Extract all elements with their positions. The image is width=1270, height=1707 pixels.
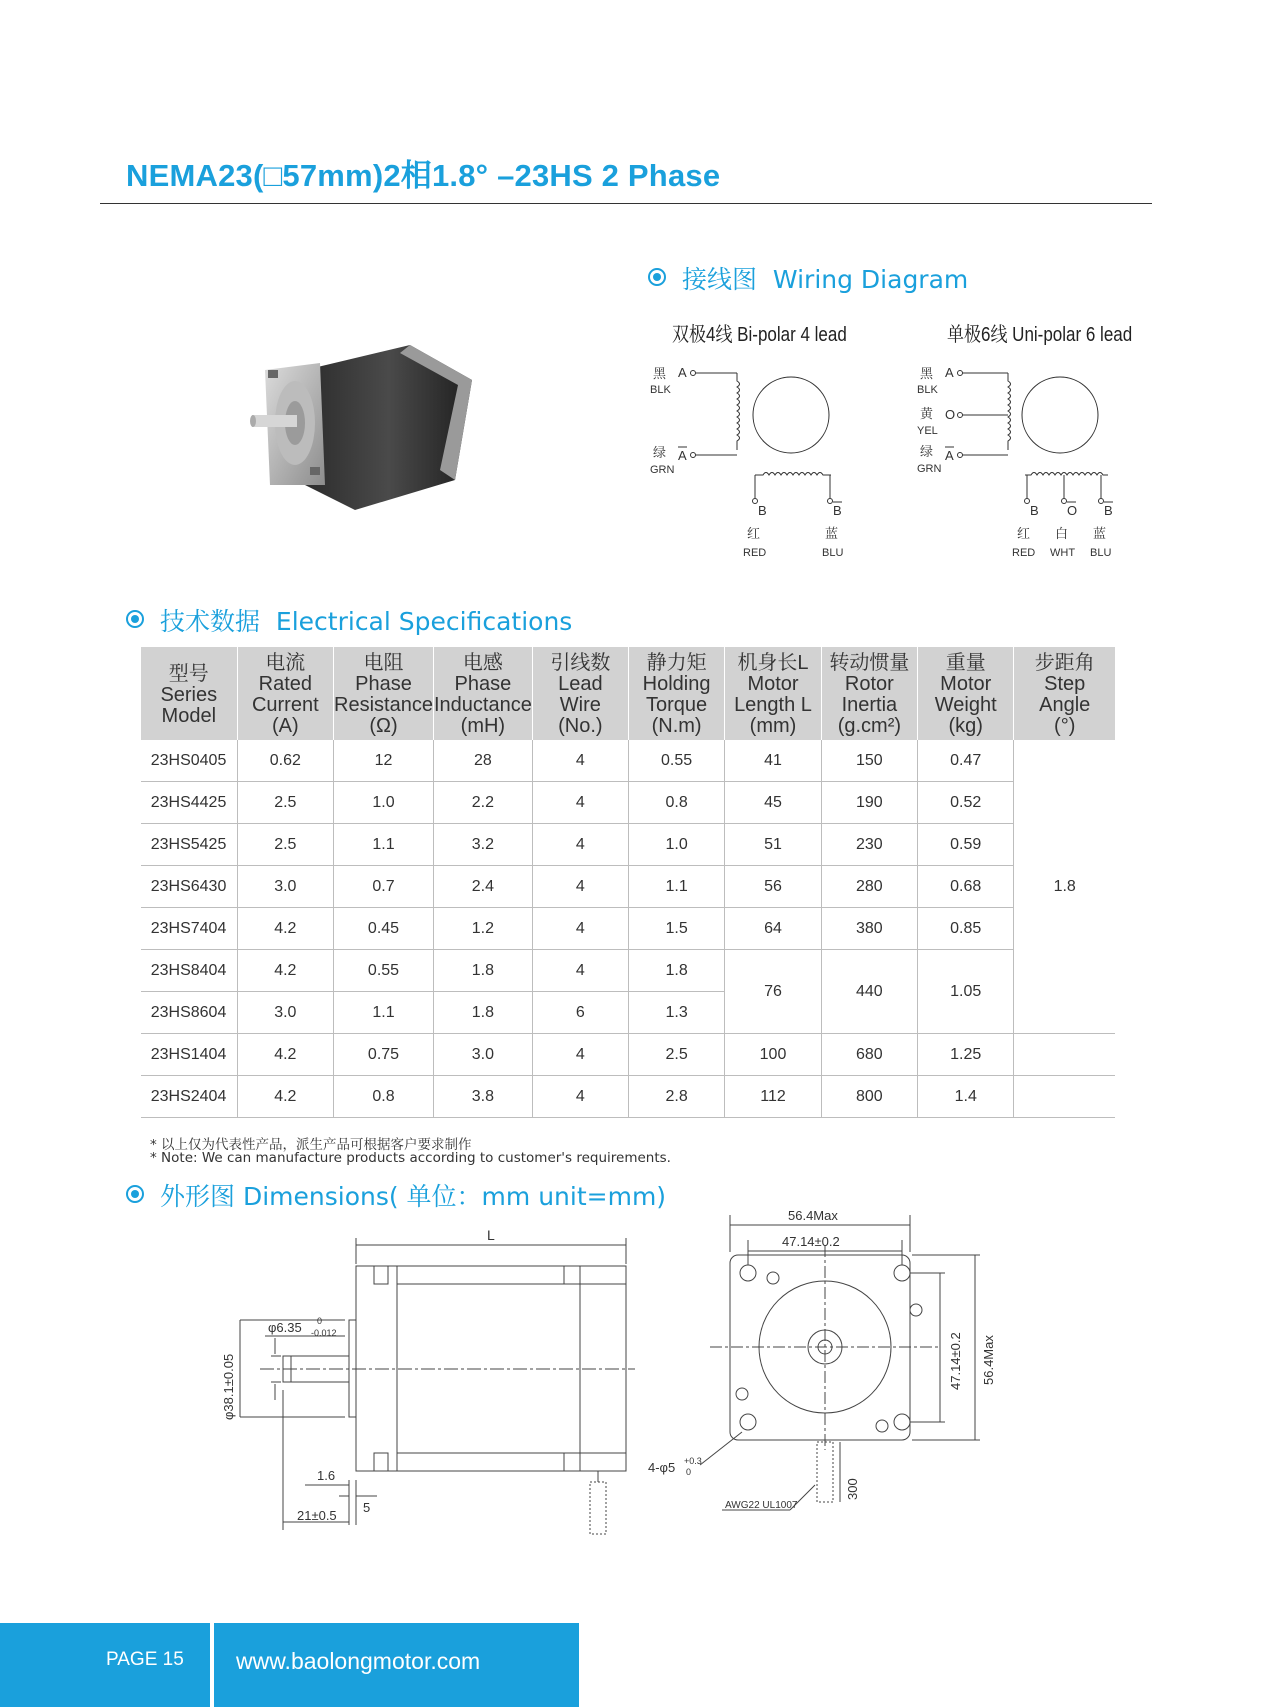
- svg-text:B: B: [1030, 503, 1039, 518]
- cell-inertia: 190: [821, 782, 917, 824]
- cell-inductance: 3.0: [433, 1034, 532, 1076]
- cell-inductance: 1.8: [433, 950, 532, 992]
- cell-model: 23HS5425: [141, 824, 238, 866]
- wiring-section-title: 接线图 Wiring Diagram: [648, 260, 968, 296]
- header-line-en2: Length L: [734, 694, 812, 716]
- cell-resistance: 12: [334, 740, 434, 782]
- svg-text:RED: RED: [1012, 547, 1036, 559]
- svg-text:0: 0: [686, 1467, 692, 1477]
- website-link[interactable]: www.baolongmotor.com: [236, 1648, 481, 1674]
- svg-text:A: A: [678, 448, 687, 463]
- cell-inductance: 3.8: [433, 1076, 532, 1118]
- svg-text:B: B: [833, 503, 842, 518]
- column-header: [141, 647, 238, 740]
- svg-text:A: A: [678, 365, 687, 380]
- header-line-en3: (Ω): [369, 715, 398, 737]
- cell-weight: 1.25: [918, 1034, 1014, 1076]
- svg-text:BLK: BLK: [917, 384, 938, 396]
- table-row: [141, 782, 1116, 824]
- column-header: [532, 647, 628, 740]
- cell-inductance: 2.4: [433, 866, 532, 908]
- side-view-drawing: [205, 1220, 645, 1550]
- svg-text:GRN: GRN: [917, 463, 942, 475]
- specs-section-title: 技术数据 Electrical Specifications: [126, 602, 572, 638]
- cell-wires: 4: [532, 740, 628, 782]
- cell-inductance: 3.2: [433, 824, 532, 866]
- cell-torque: 0.55: [628, 740, 724, 782]
- cell-inertia: 800: [821, 1076, 917, 1118]
- cell-length: 100: [725, 1034, 821, 1076]
- cell-wires: 4: [532, 824, 628, 866]
- header-line-cn: 型号: [168, 662, 209, 685]
- specs-table: [140, 647, 1115, 1118]
- cell-length: 41: [725, 740, 821, 782]
- cell-current: 2.5: [237, 824, 333, 866]
- header-line-en2: Wire: [559, 694, 601, 716]
- svg-text:BLU: BLU: [822, 547, 844, 559]
- unipolar-title: 单极6线 Uni-polar 6 lead: [947, 324, 1133, 346]
- header-line-en3: (°): [1054, 715, 1076, 737]
- cell-step-angle-empty: [1014, 1034, 1115, 1076]
- table-header-row: [141, 647, 1116, 740]
- cell-current: 4.2: [237, 1076, 333, 1118]
- cell-current: 4.2: [237, 950, 333, 992]
- svg-text:47.14±0.2: 47.14±0.2: [948, 1332, 963, 1390]
- column-header: [918, 647, 1014, 740]
- header-line-en1: Lead: [558, 673, 603, 695]
- cell-model: 23HS7404: [141, 908, 238, 950]
- table-row: [141, 1034, 1116, 1076]
- header-line-cn: 静力矩: [646, 652, 707, 674]
- column-header: [725, 647, 821, 740]
- cell-wires: 6: [532, 992, 628, 1034]
- page-number: PAGE 15: [106, 1649, 184, 1670]
- page-title: NEMA23(□57mm)2相1.8° –23HS 2 Phase: [126, 158, 721, 193]
- cell-length: 56: [725, 866, 821, 908]
- cell-inertia: 280: [821, 866, 917, 908]
- cell-resistance: 0.75: [334, 1034, 434, 1076]
- header-line-en1: Motor: [940, 673, 992, 695]
- cell-torque: 1.5: [628, 908, 724, 950]
- cell-wires: 4: [532, 1076, 628, 1118]
- header-line-cn: 转动惯量: [829, 652, 910, 674]
- cell-model: 23HS2404: [141, 1076, 238, 1118]
- cell-wires: 4: [532, 1034, 628, 1076]
- note-en: * Note: We can manufacture products according to customer's requirements.: [150, 1150, 671, 1166]
- header-line-cn: 引线数: [550, 652, 611, 674]
- header-line-en1: Series: [160, 683, 218, 706]
- table-row: [141, 1076, 1116, 1118]
- header-line-cn: 步距角: [1034, 652, 1095, 674]
- cell-resistance: 1.1: [334, 824, 434, 866]
- svg-text:-0.012: -0.012: [311, 1328, 337, 1338]
- cell-model: 23HS0405: [141, 740, 238, 782]
- cell-model: 23HS8404: [141, 950, 238, 992]
- cell-weight: 0.52: [918, 782, 1014, 824]
- header-line-en2: Current: [251, 694, 319, 716]
- svg-text:RED: RED: [743, 547, 767, 559]
- header-line-en1: Rated: [258, 673, 312, 695]
- cell-step-angle: 1.8: [1014, 740, 1115, 1034]
- header-line-en1: Motor: [747, 673, 799, 695]
- cell-model: 23HS6430: [141, 866, 238, 908]
- cell-model: 23HS8604: [141, 992, 238, 1034]
- svg-text:蓝: 蓝: [825, 526, 839, 541]
- svg-text:A: A: [945, 448, 954, 463]
- cell-inductance: 1.8: [433, 992, 532, 1034]
- bullet-icon: [126, 610, 144, 628]
- cell-weight: 0.47: [918, 740, 1014, 782]
- header-line-en3: (N.m): [651, 715, 702, 737]
- cell-length: 45: [725, 782, 821, 824]
- column-header: [821, 647, 917, 740]
- svg-text:红: 红: [1017, 526, 1031, 541]
- svg-text:WHT: WHT: [1050, 547, 1076, 559]
- cell-length: 64: [725, 908, 821, 950]
- cell-torque: 1.8: [628, 950, 724, 992]
- svg-text:YEL: YEL: [917, 425, 938, 437]
- cell-current: 2.5: [237, 782, 333, 824]
- svg-text:4-φ5: 4-φ5: [648, 1460, 676, 1475]
- cell-resistance: 0.7: [334, 866, 434, 908]
- svg-text:0: 0: [317, 1316, 323, 1326]
- svg-text:O: O: [945, 407, 956, 422]
- column-header: [1014, 647, 1115, 740]
- table-row: [141, 866, 1116, 908]
- cell-resistance: 0.8: [334, 1076, 434, 1118]
- header-line-cn: 机身长L: [737, 652, 809, 674]
- cell-resistance: 0.45: [334, 908, 434, 950]
- header-line-en3: (mm): [749, 715, 797, 737]
- column-header: [237, 647, 333, 740]
- cell-weight: 1.05: [918, 950, 1014, 1034]
- cell-torque: 0.8: [628, 782, 724, 824]
- svg-text:φ6.35: φ6.35: [268, 1320, 302, 1335]
- header-line-en1: Phase: [355, 673, 412, 695]
- header-line-cn: 电感: [462, 652, 503, 674]
- cell-inertia: 380: [821, 908, 917, 950]
- svg-text:绿: 绿: [653, 445, 667, 460]
- svg-text:黑: 黑: [920, 366, 934, 381]
- header-line-en2: Weight: [934, 694, 997, 716]
- svg-text:L: L: [487, 1227, 495, 1243]
- svg-text:BLU: BLU: [1090, 547, 1112, 559]
- header-line-en3: (A): [271, 715, 299, 737]
- column-header: [433, 647, 532, 740]
- cell-wires: 4: [532, 950, 628, 992]
- header-line-cn: 重量: [945, 652, 986, 674]
- cell-inertia: 680: [821, 1034, 917, 1076]
- cell-wires: 4: [532, 866, 628, 908]
- svg-text:300: 300: [845, 1478, 860, 1500]
- svg-text:AWG22 UL1007: AWG22 UL1007: [725, 1500, 798, 1511]
- front-view-drawing: [640, 1200, 1020, 1540]
- cell-wires: 4: [532, 782, 628, 824]
- svg-text:+0.3: +0.3: [684, 1456, 702, 1466]
- svg-text:56.4Max: 56.4Max: [788, 1208, 838, 1223]
- bipolar-title: 双极4线 Bi-polar 4 lead: [672, 324, 847, 346]
- cell-model: 23HS4425: [141, 782, 238, 824]
- cell-resistance: 1.0: [334, 782, 434, 824]
- bipolar-wiring-diagram: [645, 360, 875, 565]
- header-line-cn: 电流: [265, 652, 306, 674]
- header-line-en3: (g.cm²): [837, 715, 902, 737]
- column-header: [628, 647, 724, 740]
- cell-resistance: 1.1: [334, 992, 434, 1034]
- header-line-en1: Rotor: [844, 673, 894, 695]
- table-row: [141, 824, 1116, 866]
- cell-current: 4.2: [237, 908, 333, 950]
- bullet-icon: [648, 268, 666, 286]
- svg-text:黄: 黄: [920, 406, 934, 421]
- cell-torque: 1.0: [628, 824, 724, 866]
- svg-text:B: B: [758, 503, 767, 518]
- svg-text:21±0.5: 21±0.5: [297, 1508, 337, 1523]
- header-line-en1: Phase: [454, 673, 512, 695]
- cell-current: 3.0: [237, 866, 333, 908]
- cell-wires: 4: [532, 908, 628, 950]
- table-row: [141, 950, 1116, 992]
- cell-current: 4.2: [237, 1034, 333, 1076]
- cell-inductance: 1.2: [433, 908, 532, 950]
- motor-photo: [250, 345, 480, 515]
- cell-resistance: 0.55: [334, 950, 434, 992]
- cell-weight: 0.85: [918, 908, 1014, 950]
- cell-model: 23HS1404: [141, 1034, 238, 1076]
- cell-torque: 1.3: [628, 992, 724, 1034]
- cell-inductance: 2.2: [433, 782, 532, 824]
- header-line-en2: Torque: [646, 694, 708, 716]
- header-line-en2: Inertia: [841, 694, 898, 716]
- header-line-en1: Step: [1044, 673, 1086, 695]
- table-row: [141, 908, 1116, 950]
- svg-text:红: 红: [747, 526, 761, 541]
- unipolar-wiring-diagram: [912, 360, 1152, 565]
- svg-text:1.6: 1.6: [317, 1468, 336, 1483]
- header-line-en2: Inductance: [433, 694, 532, 716]
- header-line-en2: Resistance: [334, 694, 433, 716]
- svg-text:白: 白: [1055, 526, 1069, 541]
- svg-text:B: B: [1104, 503, 1113, 518]
- cell-torque: 1.1: [628, 866, 724, 908]
- cell-weight: 0.59: [918, 824, 1014, 866]
- header-line-en3: (mH): [460, 715, 506, 737]
- svg-text:φ38.1±0.05: φ38.1±0.05: [221, 1353, 236, 1420]
- cell-torque: 2.5: [628, 1034, 724, 1076]
- svg-text:O: O: [1067, 503, 1078, 518]
- header-line-en3: (kg): [948, 715, 983, 737]
- svg-text:GRN: GRN: [650, 464, 675, 476]
- header-line-cn: 电阻: [363, 652, 404, 674]
- header-line-en2: Angle: [1039, 694, 1091, 716]
- svg-text:黑: 黑: [653, 366, 667, 381]
- cell-length: 51: [725, 824, 821, 866]
- svg-text:47.14±0.2: 47.14±0.2: [782, 1234, 840, 1249]
- svg-text:绿: 绿: [920, 444, 934, 459]
- cell-inertia: 230: [821, 824, 917, 866]
- svg-text:BLK: BLK: [650, 384, 671, 396]
- cell-current: 3.0: [237, 992, 333, 1034]
- note-cn: * 以上仅为代表性产品，派生产品可根据客户要求制作: [150, 1137, 472, 1153]
- title-divider: [100, 203, 1152, 204]
- cell-torque: 2.8: [628, 1076, 724, 1118]
- svg-text:56.4Max: 56.4Max: [981, 1335, 996, 1385]
- cell-inductance: 28: [433, 740, 532, 782]
- cell-length: 112: [725, 1076, 821, 1118]
- cell-current: 0.62: [237, 740, 333, 782]
- svg-text:A: A: [945, 365, 954, 380]
- dimensions-section-title: 外形图 Dimensions( 单位：mm unit=mm): [126, 1177, 666, 1213]
- table-row: [141, 740, 1116, 782]
- cell-weight: 1.4: [918, 1076, 1014, 1118]
- column-header: [334, 647, 434, 740]
- cell-inertia: 150: [821, 740, 917, 782]
- header-line-en2: Model: [161, 704, 217, 727]
- cell-weight: 0.68: [918, 866, 1014, 908]
- header-line-en1: Holding: [642, 673, 711, 695]
- cell-step-angle-empty: [1014, 1076, 1115, 1118]
- svg-text:5: 5: [363, 1500, 371, 1515]
- header-line-en3: (No.): [558, 715, 603, 737]
- cell-length: 76: [725, 950, 821, 1034]
- bullet-icon: [126, 1185, 144, 1203]
- cell-inertia: 440: [821, 950, 917, 1034]
- svg-text:蓝: 蓝: [1093, 526, 1107, 541]
